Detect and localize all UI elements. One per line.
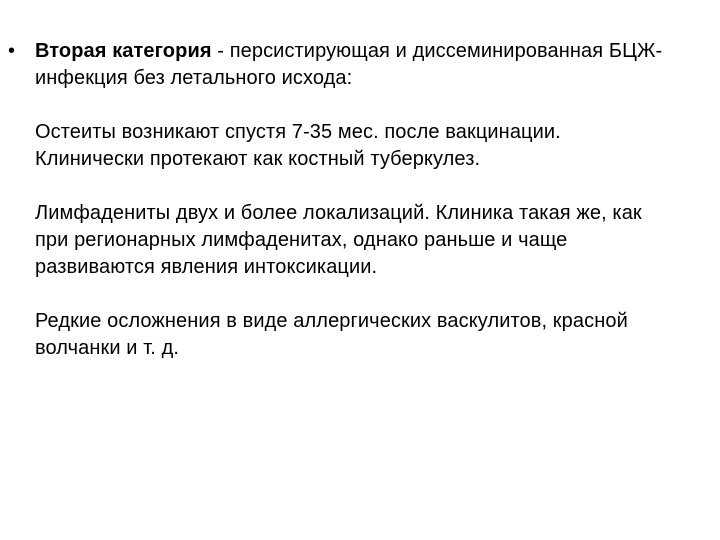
heading-rest-text: - персистирующая и диссеминированная БЦЖ-инфекция без летального исхода:: [35, 40, 663, 89]
bullet-marker: •: [8, 40, 16, 62]
paragraph-lymphadenitis: Лимфадениты двух и более локализаций. Клиника такая же, как при регионарных лимфаденитах, однако раньше и чаще развиваются явления интоксикации.: [35, 202, 642, 278]
paragraph-osteitis: Остеиты возникают спустя 7-35 мес. после вакцинации. Клинически протекают как костный туберкулез.: [35, 121, 561, 170]
bullet-content: [35, 38, 675, 362]
heading-paragraph: [35, 38, 675, 92]
heading-bold-text: Вторая категория: [35, 40, 212, 62]
paragraph-rare-complications: Редкие осложнения в виде аллергических васкулитов, красной волчанки и т. д.: [35, 310, 628, 359]
